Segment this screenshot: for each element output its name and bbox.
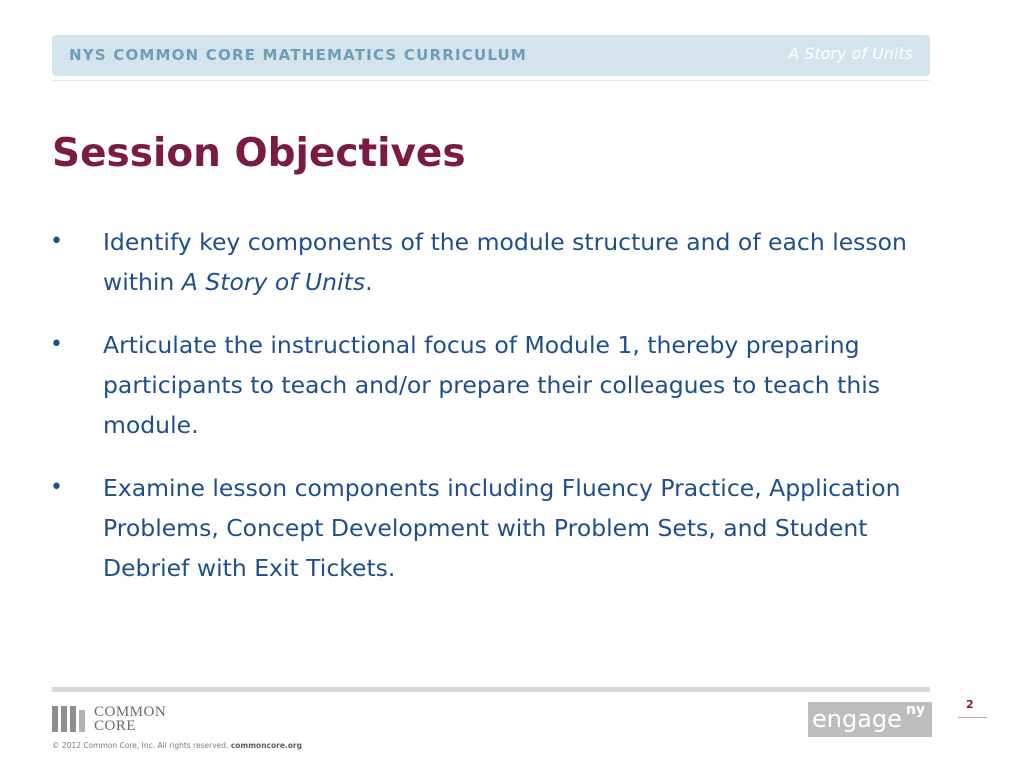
page-number: 2 — [966, 698, 974, 711]
copyright-site: commoncore.org — [230, 741, 303, 750]
engage-ny-logo — [808, 702, 932, 737]
common-core-logo — [52, 705, 166, 733]
logo-line-1: COMMON — [94, 704, 167, 720]
objective-text — [103, 222, 960, 302]
objective-item — [50, 325, 960, 445]
curriculum-title: NYS COMMON CORE MATHEMATICS CURRICULUM — [69, 46, 528, 64]
objectives-list — [50, 222, 960, 611]
curriculum-header-bar — [52, 35, 930, 76]
bullet-icon: • — [50, 475, 63, 500]
objective-item — [50, 468, 960, 588]
footer-divider — [52, 687, 930, 692]
logo-line-2: CORE — [94, 718, 137, 734]
copyright-notice — [52, 741, 302, 750]
objective-text: Articulate the instructional focus of Module 1, thereby preparing participants to teach and/or prepare their colleagues to teach this module. — [103, 331, 881, 439]
slide-title: Session Objectives — [52, 131, 466, 176]
common-core-bars-icon — [52, 706, 88, 732]
objective-text: Examine lesson components including Fluency Practice, Application Problems, Concept Development with Problem Sets, and Student Debrief with Exit Tickets. — [103, 474, 901, 582]
bullet-icon: • — [50, 229, 63, 254]
objective-text-part: Identify key components of the module structure and of each lesson within — [103, 228, 907, 296]
bullet-icon: • — [50, 332, 63, 357]
common-core-wordmark — [94, 705, 166, 733]
objective-item — [50, 222, 960, 302]
copyright-text: © 2012 Common Core, Inc. All rights reserved. — [52, 741, 229, 750]
header-divider — [52, 80, 930, 81]
engage-wordmark: engage — [812, 705, 902, 733]
engage-ny-superscript: ny — [906, 702, 926, 718]
objective-italic-title: A Story of Units — [181, 268, 366, 296]
page-number-underline — [958, 717, 987, 718]
objective-text-end: . — [365, 268, 373, 296]
series-title: A Story of Units — [788, 44, 913, 63]
